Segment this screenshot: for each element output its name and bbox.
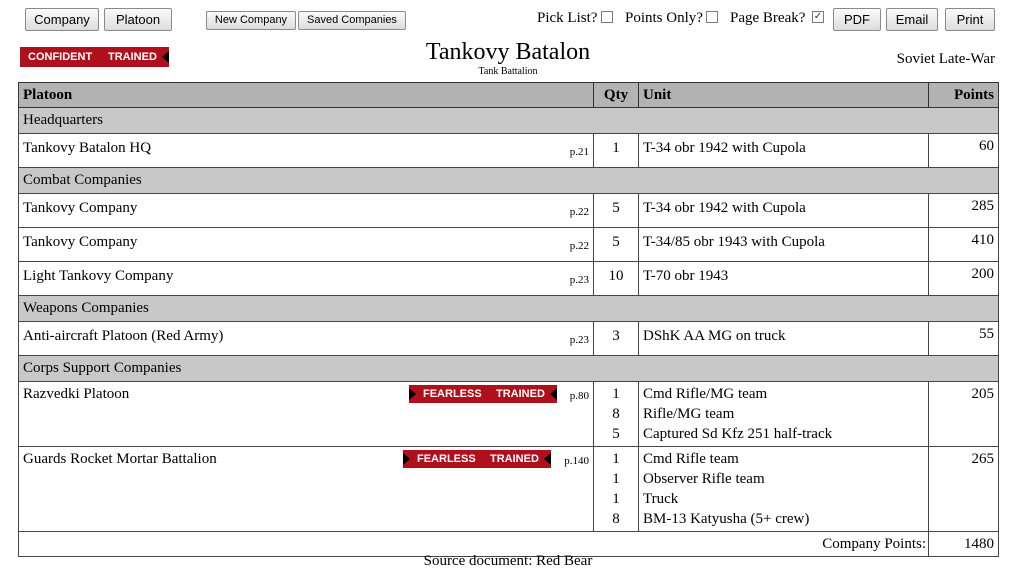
unit-qty: 1 [612,491,620,507]
unit-qty: 3 [594,322,639,356]
page-ref: p.21 [569,146,589,158]
unit-name: Observer Rifle team [643,471,765,487]
unit-name: T-34 obr 1942 with Cupola [639,134,929,168]
print-button[interactable]: Print [945,8,995,31]
page-ref: p.80 [569,390,589,402]
page-subtitle: Tank Battalion [478,66,538,77]
unit-name: T-70 obr 1943 [639,262,929,296]
table-row[interactable] [19,194,999,228]
page-ref: p.140 [564,455,589,467]
badge-motivation: FEARLESS [417,453,476,465]
unit-qty: 5 [612,426,620,442]
badge-skill: TRAINED [108,51,157,63]
platoon-name[interactable]: Tankovy Batalon HQ [23,140,152,156]
category-row [19,356,999,382]
unit-qty: 1 [612,451,620,467]
platoon-name[interactable]: Tankovy Company [23,234,138,250]
page-ref: p.23 [569,274,589,286]
category-name: Corps Support Companies [19,356,999,382]
company-button[interactable]: Company [25,8,99,31]
unit-name: Captured Sd Kfz 251 half-track [643,426,833,442]
platoon-name[interactable]: Anti-aircraft Platoon (Red Army) [23,328,224,344]
table-row[interactable] [19,322,999,356]
unit-qty: 1 [612,386,620,402]
unit-name: Cmd Rifle/MG team [643,386,768,402]
points-only-label: Points Only? [625,10,703,26]
page-ref: p.22 [569,206,589,218]
company-table [18,82,999,557]
page-break-checkbox[interactable]: ✓ [813,11,823,22]
badge-arrow-icon [409,388,416,400]
badge-skill: TRAINED [496,388,545,400]
col-header-unit: Unit [639,83,929,108]
platoon-rating-badge [409,385,557,403]
unit-qty: 1 [612,471,620,487]
platoon-points: 285 [929,194,999,228]
platoon-points: 200 [929,262,999,296]
platoon-points: 55 [929,322,999,356]
category-name: Headquarters [19,108,999,134]
badge-motivation: CONFIDENT [28,51,93,63]
badge-skill: TRAINED [490,453,539,465]
platoon-points: 265 [971,451,994,467]
unit-name: Rifle/MG team [643,406,735,422]
platoon-name[interactable]: Light Tankovy Company [23,268,174,284]
total-points: 1480 [929,532,999,557]
page-ref: p.23 [569,334,589,346]
new-company-button[interactable]: New Company [206,11,296,30]
unit-qty: 8 [612,406,620,422]
platoon-name[interactable]: Tankovy Company [23,200,138,216]
badge-arrow-icon [403,453,410,465]
page-ref: p.22 [569,240,589,252]
total-label: Company Points: [19,532,929,557]
unit-name: DShK AA MG on truck [639,322,929,356]
platoon-points: 205 [971,386,994,402]
table-row[interactable] [19,382,999,447]
category-name: Weapons Companies [19,296,999,322]
page-title: Tankovy Batalon [425,39,591,65]
category-row [19,296,999,322]
platoon-points: 410 [929,228,999,262]
table-row[interactable] [19,262,999,296]
page-break-label: Page Break? [730,10,806,26]
source-document: Source document: Red Bear [423,553,593,569]
table-header-row [19,83,999,108]
table-row[interactable] [19,228,999,262]
points-only-checkbox[interactable] [706,11,718,23]
unit-qty: 8 [612,511,620,527]
unit-name: T-34/85 obr 1943 with Cupola [639,228,929,262]
col-header-qty: Qty [594,83,639,108]
platoon-name[interactable]: Guards Rocket Mortar Battalion [23,451,217,467]
unit-qty: 1 [594,134,639,168]
platoon-button[interactable]: Platoon [104,8,172,31]
badge-arrow-icon [550,388,557,400]
unit-qty: 10 [594,262,639,296]
category-row [19,108,999,134]
category-name: Combat Companies [19,168,999,194]
army-name: Soviet Late-War [896,51,995,67]
pick-list-label: Pick List? [537,10,598,26]
saved-companies-button[interactable]: Saved Companies [298,11,406,30]
badge-arrow-icon [544,453,551,465]
unit-name: Truck [643,491,679,507]
table-row[interactable] [19,447,999,532]
email-button[interactable]: Email [886,8,938,31]
col-header-platoon: Platoon [19,83,594,108]
platoon-name[interactable]: Razvedki Platoon [23,386,130,402]
unit-name: BM-13 Katyusha (5+ crew) [643,511,810,527]
unit-qty: 5 [594,194,639,228]
pdf-button[interactable]: PDF [833,8,881,31]
pick-list-checkbox[interactable] [601,11,613,23]
badge-motivation: FEARLESS [423,388,482,400]
unit-qty: 5 [594,228,639,262]
category-row [19,168,999,194]
platoon-points: 60 [929,134,999,168]
table-row[interactable] [19,134,999,168]
unit-name: T-34 obr 1942 with Cupola [639,194,929,228]
unit-name: Cmd Rifle team [643,451,739,467]
col-header-points: Points [929,83,999,108]
platoon-rating-badge [403,450,551,468]
